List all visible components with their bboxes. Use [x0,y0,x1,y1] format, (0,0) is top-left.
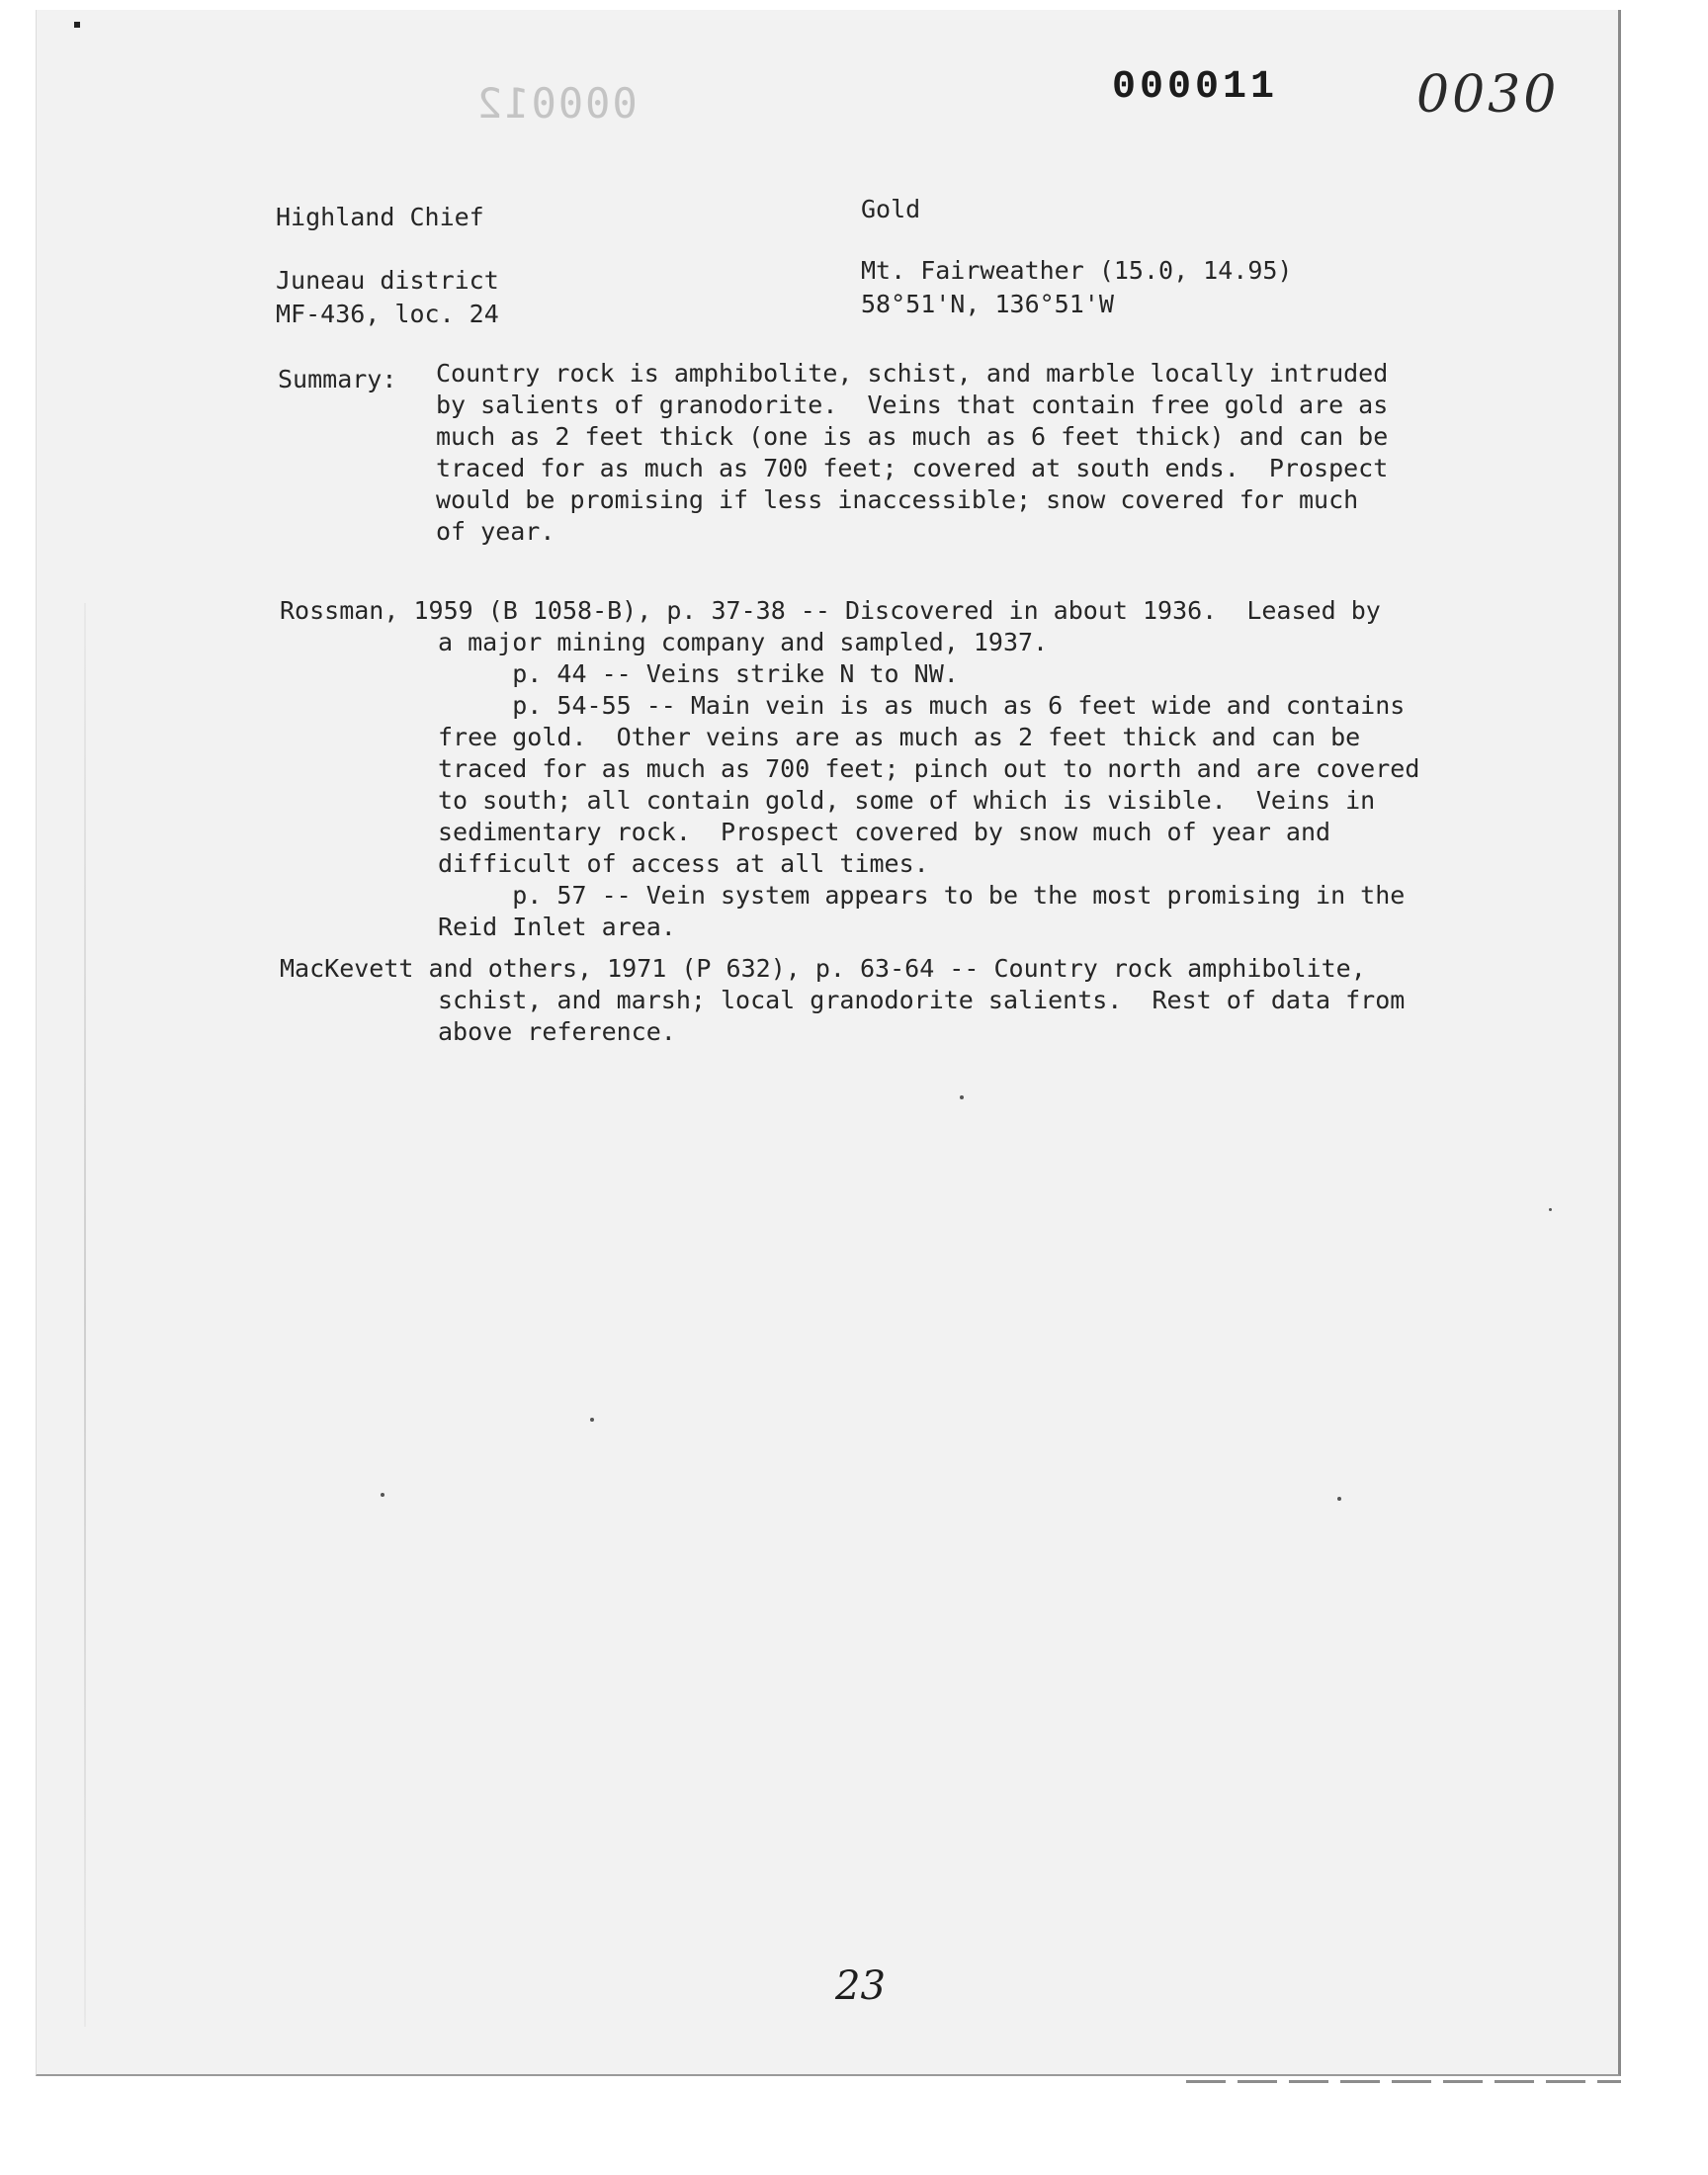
summary-line: much as 2 feet thick (one is as much as 6 feet thick) and can be [436,422,1389,451]
reference-line: traced for as much as 700 feet; pinch out to north and are covered [438,754,1420,783]
scan-speck [1337,1497,1341,1501]
handwritten-number: 0030 [1416,65,1560,125]
scan-bottom-edge [1186,2080,1621,2083]
commodity: Gold [861,195,921,223]
district: Juneau district [276,266,499,295]
scan-speck [381,1493,384,1497]
reference-mackevett-lead: MacKevett and others, 1971 (P 632), p. 63-64 -- Country rock amphibolite, [280,954,1366,983]
reference-line: free gold. Other veins are as much as 2 feet thick and can be [438,723,1361,751]
reference-line: p. 44 -- Veins strike N to NW. [438,659,959,688]
record-stamp-number: 000011 [1112,65,1279,110]
reference-line: above reference. [438,1017,676,1046]
scan-speck [590,1418,594,1422]
page-edge-shadow [84,603,86,2027]
reference-mackevett-body [438,985,1405,1048]
reference-line: difficult of access at all times. [438,849,929,878]
page-number: 23 [835,1963,886,2009]
reference-line: sedimentary rock. Prospect covered by snow much of year and [438,818,1331,846]
quadrangle: Mt. Fairweather (15.0, 14.95) [861,256,1293,285]
reference-line: schist, and marsh; local granodorite salients. Rest of data from [438,986,1406,1014]
scanned-page [36,10,1621,2076]
reference-rossman-lead: Rossman, 1959 (B 1058-B), p. 37-38 -- Discovered in about 1936. Leased by [280,596,1381,625]
scan-speck [960,1095,964,1099]
summary-text [436,358,1388,548]
map-reference: MF-436, loc. 24 [276,300,499,328]
scan-speck [1549,1208,1552,1211]
reference-line: a major mining company and sampled, 1937. [438,628,1049,656]
reference-line: p. 57 -- Vein system appears to be the most promising in the [438,881,1406,910]
summary-label: Summary: [278,365,397,393]
prospect-name: Highland Chief [276,203,484,231]
reference-line: p. 54-55 -- Main vein is as much as 6 feet wide and contains [438,691,1406,720]
coordinates: 58°51'N, 136°51'W [861,290,1114,318]
summary-line: traced for as much as 700 feet; covered at south ends. Prospect [436,454,1389,482]
scan-corner-mark [74,22,80,28]
summary-line: Country rock is amphibolite, schist, and marble locally intruded [436,359,1389,388]
summary-line: of year. [436,517,555,546]
summary-line: by salients of granodorite. Veins that contain free gold are as [436,391,1389,419]
reference-rossman-body [438,627,1419,943]
mirrored-stamp-number: 000012 [475,79,638,128]
reference-line: to south; all contain gold, some of which is visible. Veins in [438,786,1376,815]
reference-line: Reid Inlet area. [438,913,676,941]
summary-line: would be promising if less inaccessible; snow covered for much [436,485,1359,514]
